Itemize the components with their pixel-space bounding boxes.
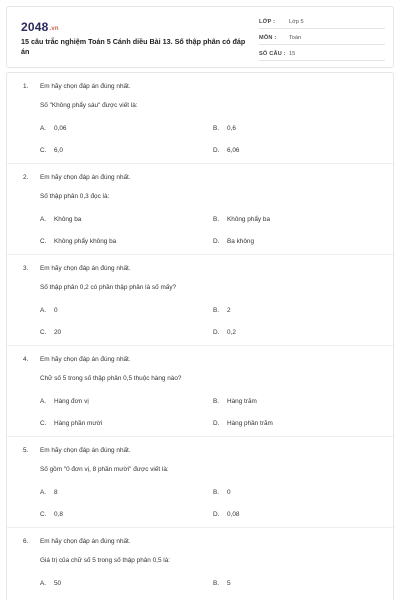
meta-value: 15 — [289, 51, 296, 57]
option-text: 0,06 — [54, 125, 67, 132]
question-instruction: Em hãy chọn đáp án đúng nhất. — [40, 83, 131, 90]
option-letter: B. — [213, 125, 220, 132]
option-text: 0 — [54, 307, 58, 314]
question-text: Số thập phân 0,2 có phần thập phân là số mấy? — [40, 284, 177, 291]
answer-option-a[interactable] — [40, 580, 61, 587]
option-letter: B. — [213, 398, 220, 405]
option-text: 0,6 — [227, 125, 236, 132]
site-logo[interactable] — [21, 20, 59, 34]
meta-row-question-count — [259, 47, 385, 61]
question-text: Giá trị của chữ số 5 trong số thập phân 0,5 là: — [40, 557, 171, 564]
answer-option-d[interactable] — [213, 238, 254, 245]
option-letter: C. — [40, 147, 47, 154]
question-item — [7, 73, 395, 164]
meta-row-subject — [259, 31, 385, 45]
option-letter: D. — [213, 147, 220, 154]
option-text: 0,2 — [227, 329, 236, 336]
question-text: Số gồm "0 đơn vị, 8 phần mười" được viết là: — [40, 466, 169, 473]
question-item — [7, 255, 395, 346]
question-text: Số "Không phẩy sáu" được viết là: — [40, 102, 138, 109]
question-instruction: Em hãy chọn đáp án đúng nhất. — [40, 356, 131, 363]
answer-option-c[interactable] — [40, 147, 63, 154]
option-text: Hàng phần mười — [54, 420, 103, 427]
question-number: 2. — [23, 174, 29, 181]
option-letter: B. — [213, 580, 220, 587]
answer-option-a[interactable] — [40, 216, 81, 223]
option-text: 0,08 — [227, 511, 240, 518]
option-text: 6,0 — [54, 147, 63, 154]
answer-option-b[interactable] — [213, 398, 257, 405]
question-instruction: Em hãy chọn đáp án đúng nhất. — [40, 265, 131, 272]
question-number: 4. — [23, 356, 29, 363]
answer-option-d[interactable] — [213, 420, 273, 427]
option-text: Không phẩy ba — [227, 216, 270, 223]
meta-label: SỐ CÂU : — [259, 51, 286, 57]
question-number: 1. — [23, 83, 29, 90]
answer-option-b[interactable] — [213, 489, 231, 496]
option-letter: A. — [40, 125, 47, 132]
option-letter: B. — [213, 489, 220, 496]
option-text: 6,06 — [227, 147, 240, 154]
document-title: 15 câu trắc nghiệm Toán 5 Cánh diều Bài 13. Số thập phân có đáp án — [21, 37, 246, 56]
answer-option-d[interactable] — [213, 147, 239, 154]
question-item — [7, 164, 395, 255]
option-text: Không ba — [54, 216, 82, 223]
option-text: 20 — [54, 329, 62, 336]
document-header — [6, 6, 394, 68]
question-instruction: Em hãy chọn đáp án đúng nhất. — [40, 538, 131, 545]
question-text: Số thập phân 0,3 đọc là: — [40, 193, 110, 200]
question-number: 6. — [23, 538, 29, 545]
logo-suffix: .vn — [49, 26, 59, 32]
answer-option-d[interactable] — [213, 511, 239, 518]
option-letter: D. — [213, 511, 220, 518]
answer-option-d[interactable] — [213, 329, 236, 336]
option-text: Hàng đơn vị — [54, 398, 89, 405]
answer-option-c[interactable] — [40, 420, 102, 427]
option-text: 5 — [227, 580, 231, 587]
answer-option-b[interactable] — [213, 580, 231, 587]
option-text: Hàng phần trăm — [227, 420, 273, 427]
option-text: Không phẩy không ba — [54, 238, 117, 245]
answer-option-b[interactable] — [213, 216, 270, 223]
option-text: Hàng trăm — [227, 398, 257, 405]
meta-value: Toán — [289, 35, 302, 41]
answer-option-c[interactable] — [40, 511, 63, 518]
meta-value: Lớp 5 — [289, 19, 304, 25]
meta-row-grade — [259, 15, 385, 29]
option-letter: B. — [213, 216, 220, 223]
option-letter: C. — [40, 511, 47, 518]
option-letter: D. — [213, 420, 220, 427]
answer-option-b[interactable] — [213, 307, 231, 314]
answer-option-c[interactable] — [40, 238, 116, 245]
logo-text: 2048 — [21, 20, 49, 34]
answer-option-c[interactable] — [40, 329, 61, 336]
option-letter: B. — [213, 307, 220, 314]
question-item — [7, 346, 395, 437]
option-letter: A. — [40, 307, 47, 314]
option-letter: A. — [40, 398, 47, 405]
question-list — [6, 72, 394, 600]
option-text: 0 — [227, 489, 231, 496]
question-number: 3. — [23, 265, 29, 272]
option-text: 50 — [54, 580, 62, 587]
question-instruction: Em hãy chọn đáp án đúng nhất. — [40, 174, 131, 181]
answer-option-a[interactable] — [40, 398, 89, 405]
option-letter: C. — [40, 420, 47, 427]
answer-option-a[interactable] — [40, 489, 58, 496]
answer-option-a[interactable] — [40, 307, 58, 314]
option-letter: A. — [40, 489, 47, 496]
option-text: Ba không — [227, 238, 255, 245]
question-text: Chữ số 5 trong số thập phân 0,5 thuộc hàng nào? — [40, 375, 182, 382]
question-number: 5. — [23, 447, 29, 454]
answer-option-a[interactable] — [40, 125, 66, 132]
question-item — [7, 437, 395, 528]
option-letter: C. — [40, 329, 47, 336]
option-letter: A. — [40, 580, 47, 587]
option-letter: D. — [213, 329, 220, 336]
question-instruction: Em hãy chọn đáp án đúng nhất. — [40, 447, 131, 454]
option-letter: D. — [213, 238, 220, 245]
answer-option-b[interactable] — [213, 125, 236, 132]
question-item — [7, 528, 395, 600]
option-text: 2 — [227, 307, 231, 314]
option-text: 8 — [54, 489, 58, 496]
option-text: 0,8 — [54, 511, 63, 518]
meta-label: MÔN : — [259, 35, 277, 41]
option-letter: C. — [40, 238, 47, 245]
meta-label: LỚP : — [259, 19, 276, 25]
option-letter: A. — [40, 216, 47, 223]
